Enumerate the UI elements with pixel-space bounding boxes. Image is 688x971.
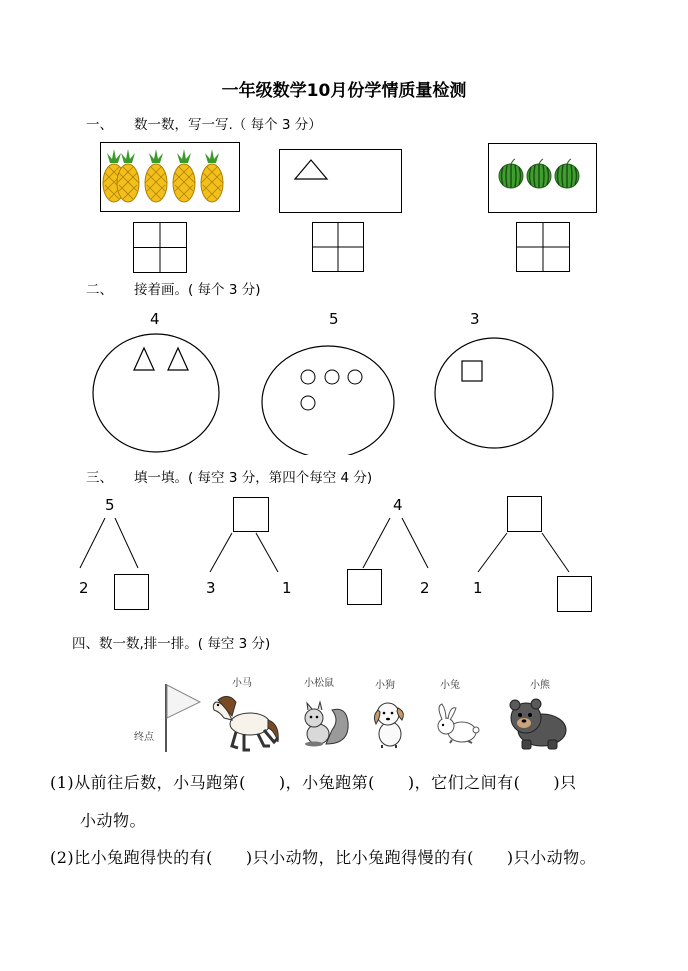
section1-number: 一、 — [86, 117, 113, 133]
section2-heading — [86, 278, 261, 298]
tree3-right: 2 — [420, 579, 430, 597]
tree4-top-blank[interactable] — [507, 496, 542, 532]
animal-label-dog: 小狗 — [375, 680, 395, 691]
small-circle-icon — [301, 370, 315, 384]
tree2-top-blank[interactable] — [233, 497, 269, 532]
section3-heading — [86, 466, 372, 486]
page-title: 一年级数学10月份学情质量检测 — [221, 81, 467, 101]
tree2-right: 1 — [282, 579, 292, 597]
triangle-picture-box — [279, 149, 402, 213]
drawing-circle-1 — [93, 334, 219, 452]
animal-label-rabbit: 小兔 — [440, 680, 460, 691]
target-number-3: 3 — [470, 310, 480, 328]
small-circle-icon — [348, 370, 362, 384]
finish-label: 终点 — [134, 732, 154, 743]
rabbit-icon — [432, 700, 480, 746]
tree2-left: 3 — [206, 579, 216, 597]
question2: (2)比小兔跑得快的有( )只小动物，比小兔跑得慢的有( )只小动物。 — [50, 848, 597, 867]
tree1-top: 5 — [105, 496, 115, 514]
tree3-top: 4 — [393, 496, 403, 514]
triangle-icon — [134, 348, 154, 370]
section3-number: 三、 — [86, 470, 113, 486]
square-icon — [462, 361, 482, 381]
tree1-right-blank[interactable] — [114, 574, 149, 610]
section1-text: 数一数，写一写.（ 每个 3 分） — [134, 117, 322, 133]
small-circle-icon — [325, 370, 339, 384]
drawing-circle-2 — [262, 346, 394, 455]
question1-line1: (1)从前往后数，小马跑第( )，小兔跑第( )，它们之间有( )只 — [50, 773, 577, 792]
pineapple-picture-box — [100, 142, 240, 212]
target-number-1: 4 — [150, 310, 160, 328]
tree4-right-blank[interactable] — [557, 576, 592, 612]
squirrel-icon — [298, 700, 350, 748]
drawing-circles — [90, 330, 560, 455]
answer-grid-3[interactable] — [516, 222, 570, 272]
answer-grid-2[interactable] — [312, 222, 364, 272]
section4-heading: 四、数一数,排一排。( 每空 3 分) — [72, 636, 271, 652]
animal-label-squirrel: 小松鼠 — [304, 678, 334, 689]
tree4-left: 1 — [473, 579, 483, 597]
small-circle-icon — [301, 396, 315, 410]
bear-icon — [506, 694, 570, 752]
section2-text: 接着画。( 每个 3 分) — [134, 282, 261, 298]
section1-heading — [86, 113, 322, 133]
section2-number: 二、 — [86, 282, 113, 298]
drawing-circle-3 — [435, 338, 553, 448]
question1-line2: 小动物。 — [80, 811, 147, 830]
pineapple-icon — [101, 143, 239, 211]
watermelon-icon — [489, 144, 596, 212]
target-number-2: 5 — [329, 310, 339, 328]
triangle-icon — [168, 348, 188, 370]
watermelon-picture-box — [488, 143, 597, 213]
animal-label-bear: 小熊 — [530, 680, 550, 691]
triangle-icon — [280, 150, 401, 212]
animal-label-horse: 小马 — [232, 678, 252, 689]
flag-icon — [160, 680, 205, 755]
section3-text: 填一填。( 每空 3 分，第四个每空 4 分) — [134, 470, 373, 486]
tree3-left-blank[interactable] — [347, 569, 382, 605]
tree1-left: 2 — [79, 579, 89, 597]
answer-grid-1[interactable] — [133, 222, 187, 273]
horse-icon — [210, 688, 285, 754]
dog-icon — [370, 698, 410, 750]
